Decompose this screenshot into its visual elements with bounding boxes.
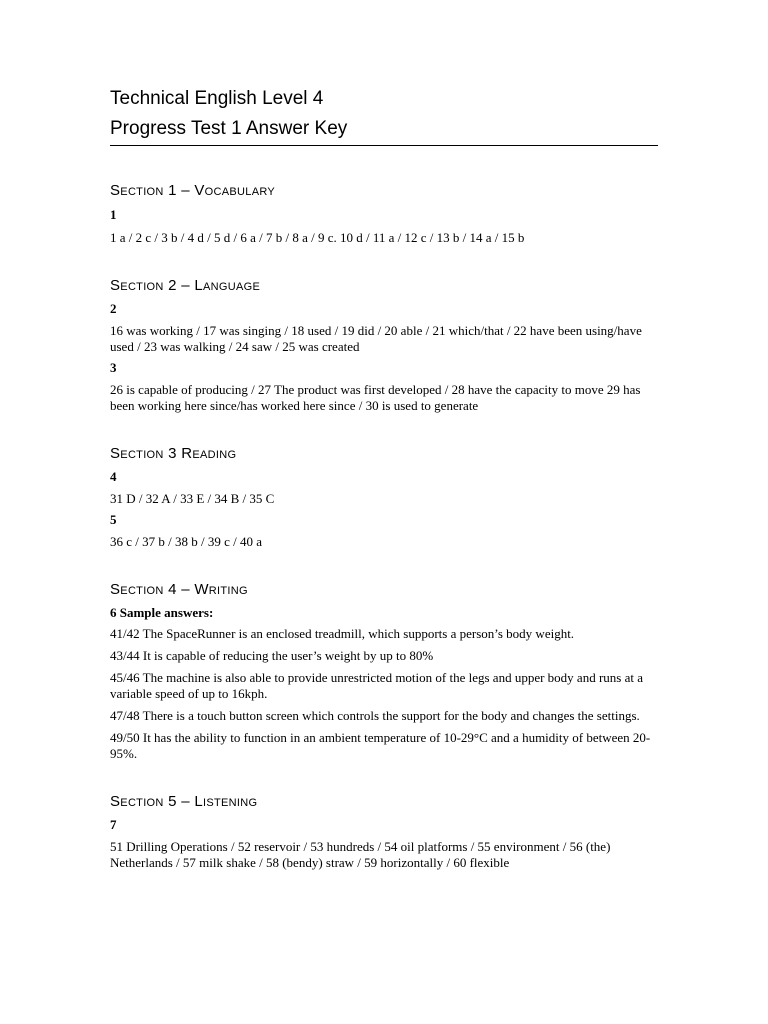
section-5-heading: Section 5 – Listening xyxy=(110,793,258,810)
writing-answer-43-44: 43/44 It is capable of reducing the user’s weight by up to 80% xyxy=(110,648,434,663)
answers-q5: 36 c / 37 b / 38 b / 39 c / 40 a xyxy=(110,534,263,549)
answers-q7: 51 Drilling Operations / 52 reservoir / 53 hundreds / 54 oil platforms / 55 environment / 56 (the) Netherlands / 57 milk shake / 58 (bendy) straw / 59 horizontally / 60 flexible xyxy=(110,839,611,870)
writing-answer-49-50: 49/50 It has the ability to function in an ambient temperature of 10-29°C and a humidity of between 20-95%. xyxy=(110,730,651,761)
question-number-1: 1 xyxy=(110,207,117,222)
answers-q2: 16 was working / 17 was singing / 18 used / 19 did / 20 able / 21 which/that / 22 have been using/have used / 23 was walking / 24 saw / 25 was created xyxy=(110,323,642,354)
section-4-heading: Section 4 – Writing xyxy=(110,581,248,598)
question-number-5: 5 xyxy=(110,512,117,527)
writing-answer-47-48: 47/48 There is a touch button screen which controls the support for the body and changes the settings. xyxy=(110,708,640,723)
question-number-7: 7 xyxy=(110,817,117,832)
document-title-line2: Progress Test 1 Answer Key xyxy=(110,118,348,139)
title-divider xyxy=(110,145,658,146)
writing-answer-45-46: 45/46 The machine is also able to provide unrestricted motion of the legs and upper body and runs at a variable speed of up to 16kph. xyxy=(110,670,643,701)
question-number-4: 4 xyxy=(110,469,117,484)
answers-q1: 1 a / 2 c / 3 b / 4 d / 5 d / 6 a / 7 b / 8 a / 9 c. 10 d / 11 a / 12 c / 13 b / 14 a / 15 b xyxy=(110,230,525,245)
sample-answers-label: 6 Sample answers: xyxy=(110,605,214,620)
answer-key-page xyxy=(110,84,658,871)
answers-q4: 31 D / 32 A / 33 E / 34 B / 35 C xyxy=(110,491,275,506)
section-2-heading: Section 2 – Language xyxy=(110,277,261,294)
document-title-line1: Technical English Level 4 xyxy=(110,88,324,109)
question-number-2: 2 xyxy=(110,301,117,316)
writing-answer-41-42: 41/42 The SpaceRunner is an enclosed treadmill, which supports a person’s body weight. xyxy=(110,626,575,641)
section-3-heading: Section 3 Reading xyxy=(110,445,237,462)
question-number-3: 3 xyxy=(110,360,117,375)
section-1-heading: Section 1 – Vocabulary xyxy=(110,182,276,199)
answers-q3: 26 is capable of producing / 27 The product was first developed / 28 have the capacity to move 29 has been working here since/has worked here since / 30 is used to generate xyxy=(110,382,641,413)
